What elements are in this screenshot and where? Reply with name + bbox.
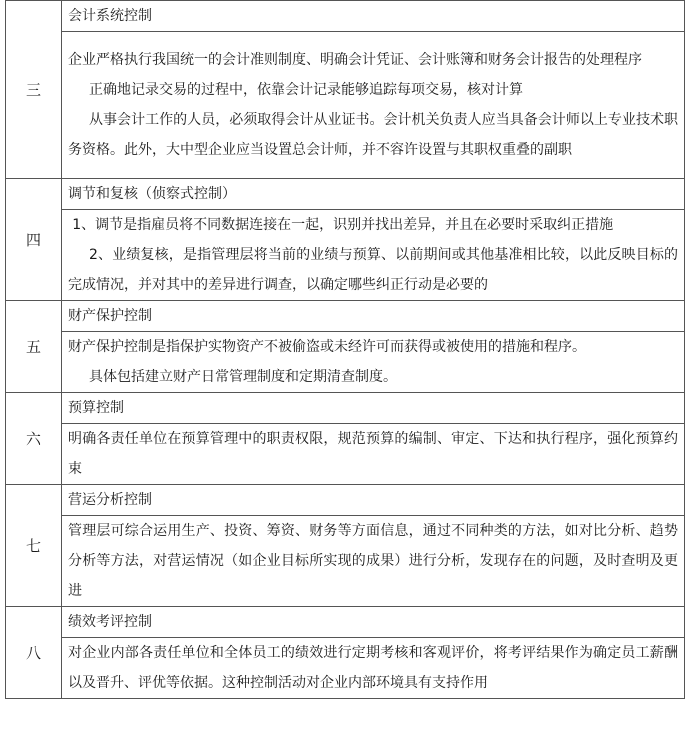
paragraph: 管理层可综合运用生产、投资、筹资、财务等方面信息，通过不同种类的方法，如对比分析、趋势分析等方法，对营运情况（如企业目标所实现的成果）进行分析，发现存在的问题，及时查明及更进 xyxy=(68,523,678,599)
row-title: 调节和复核（侦察式控制） xyxy=(62,179,685,210)
table-row xyxy=(6,393,685,424)
row-content xyxy=(62,638,685,699)
row-title: 财产保护控制 xyxy=(62,301,685,332)
row-title: 会计系统控制 xyxy=(62,1,685,32)
paragraph: 从事会计工作的人员，必须取得会计从业证书。会计机关负责人应当具备会计师以上专业技术职务资格。此外，大中型企业应当设置总会计师，并不容许设置与其职权重叠的副职 xyxy=(68,112,678,158)
row-number: 四 xyxy=(6,179,62,301)
table-row xyxy=(6,32,685,179)
table-row xyxy=(6,607,685,638)
paragraph: 企业严格执行我国统一的会计准则制度、明确会计凭证、会计账簿和财务会计报告的处理程序 xyxy=(68,52,642,68)
row-content xyxy=(62,32,685,179)
table-row xyxy=(6,210,685,301)
row-content xyxy=(62,332,685,393)
row-number: 八 xyxy=(6,607,62,699)
paragraph: 正确地记录交易的过程中，依靠会计记录能够追踪每项交易，核对计算 xyxy=(89,82,523,98)
table-row xyxy=(6,1,685,32)
row-number: 三 xyxy=(6,1,62,179)
table-row xyxy=(6,332,685,393)
table-row xyxy=(6,179,685,210)
row-content xyxy=(62,210,685,301)
paragraph: 明确各责任单位在预算管理中的职责权限，规范预算的编制、审定、下达和执行程序，强化预算约束 xyxy=(68,431,678,477)
paragraph: 对企业内部各责任单位和全体员工的绩效进行定期考核和客观评价，将考评结果作为确定员工薪酬以及晋升、评优等依据。这种控制活动对企业内部环境具有支持作用 xyxy=(68,645,678,691)
table-row xyxy=(6,424,685,485)
row-number: 六 xyxy=(6,393,62,485)
row-number: 七 xyxy=(6,485,62,607)
table-row xyxy=(6,485,685,516)
row-content xyxy=(62,424,685,485)
table-row xyxy=(6,301,685,332)
controls-table xyxy=(5,0,685,699)
paragraph: 2、业绩复核，是指管理层将当前的业绩与预算、以前期间或其他基准相比较，以此反映目标的完成情况，并对其中的差异进行调查，以确定哪些纠正行动是必要的 xyxy=(68,247,678,293)
table-row xyxy=(6,638,685,699)
row-title: 绩效考评控制 xyxy=(62,607,685,638)
row-title: 预算控制 xyxy=(62,393,685,424)
paragraph: 具体包括建立财产日常管理制度和定期清查制度。 xyxy=(89,369,397,385)
row-number: 五 xyxy=(6,301,62,393)
row-content xyxy=(62,516,685,607)
paragraph: 财产保护控制是指保护实物资产不被偷盗或未经许可而获得或被使用的措施和程序。 xyxy=(68,339,586,355)
table-row xyxy=(6,516,685,607)
paragraph: 1、调节是指雇员将不同数据连接在一起，识别并找出差异，并且在必要时采取纠正措施 xyxy=(72,217,614,233)
row-title: 营运分析控制 xyxy=(62,485,685,516)
